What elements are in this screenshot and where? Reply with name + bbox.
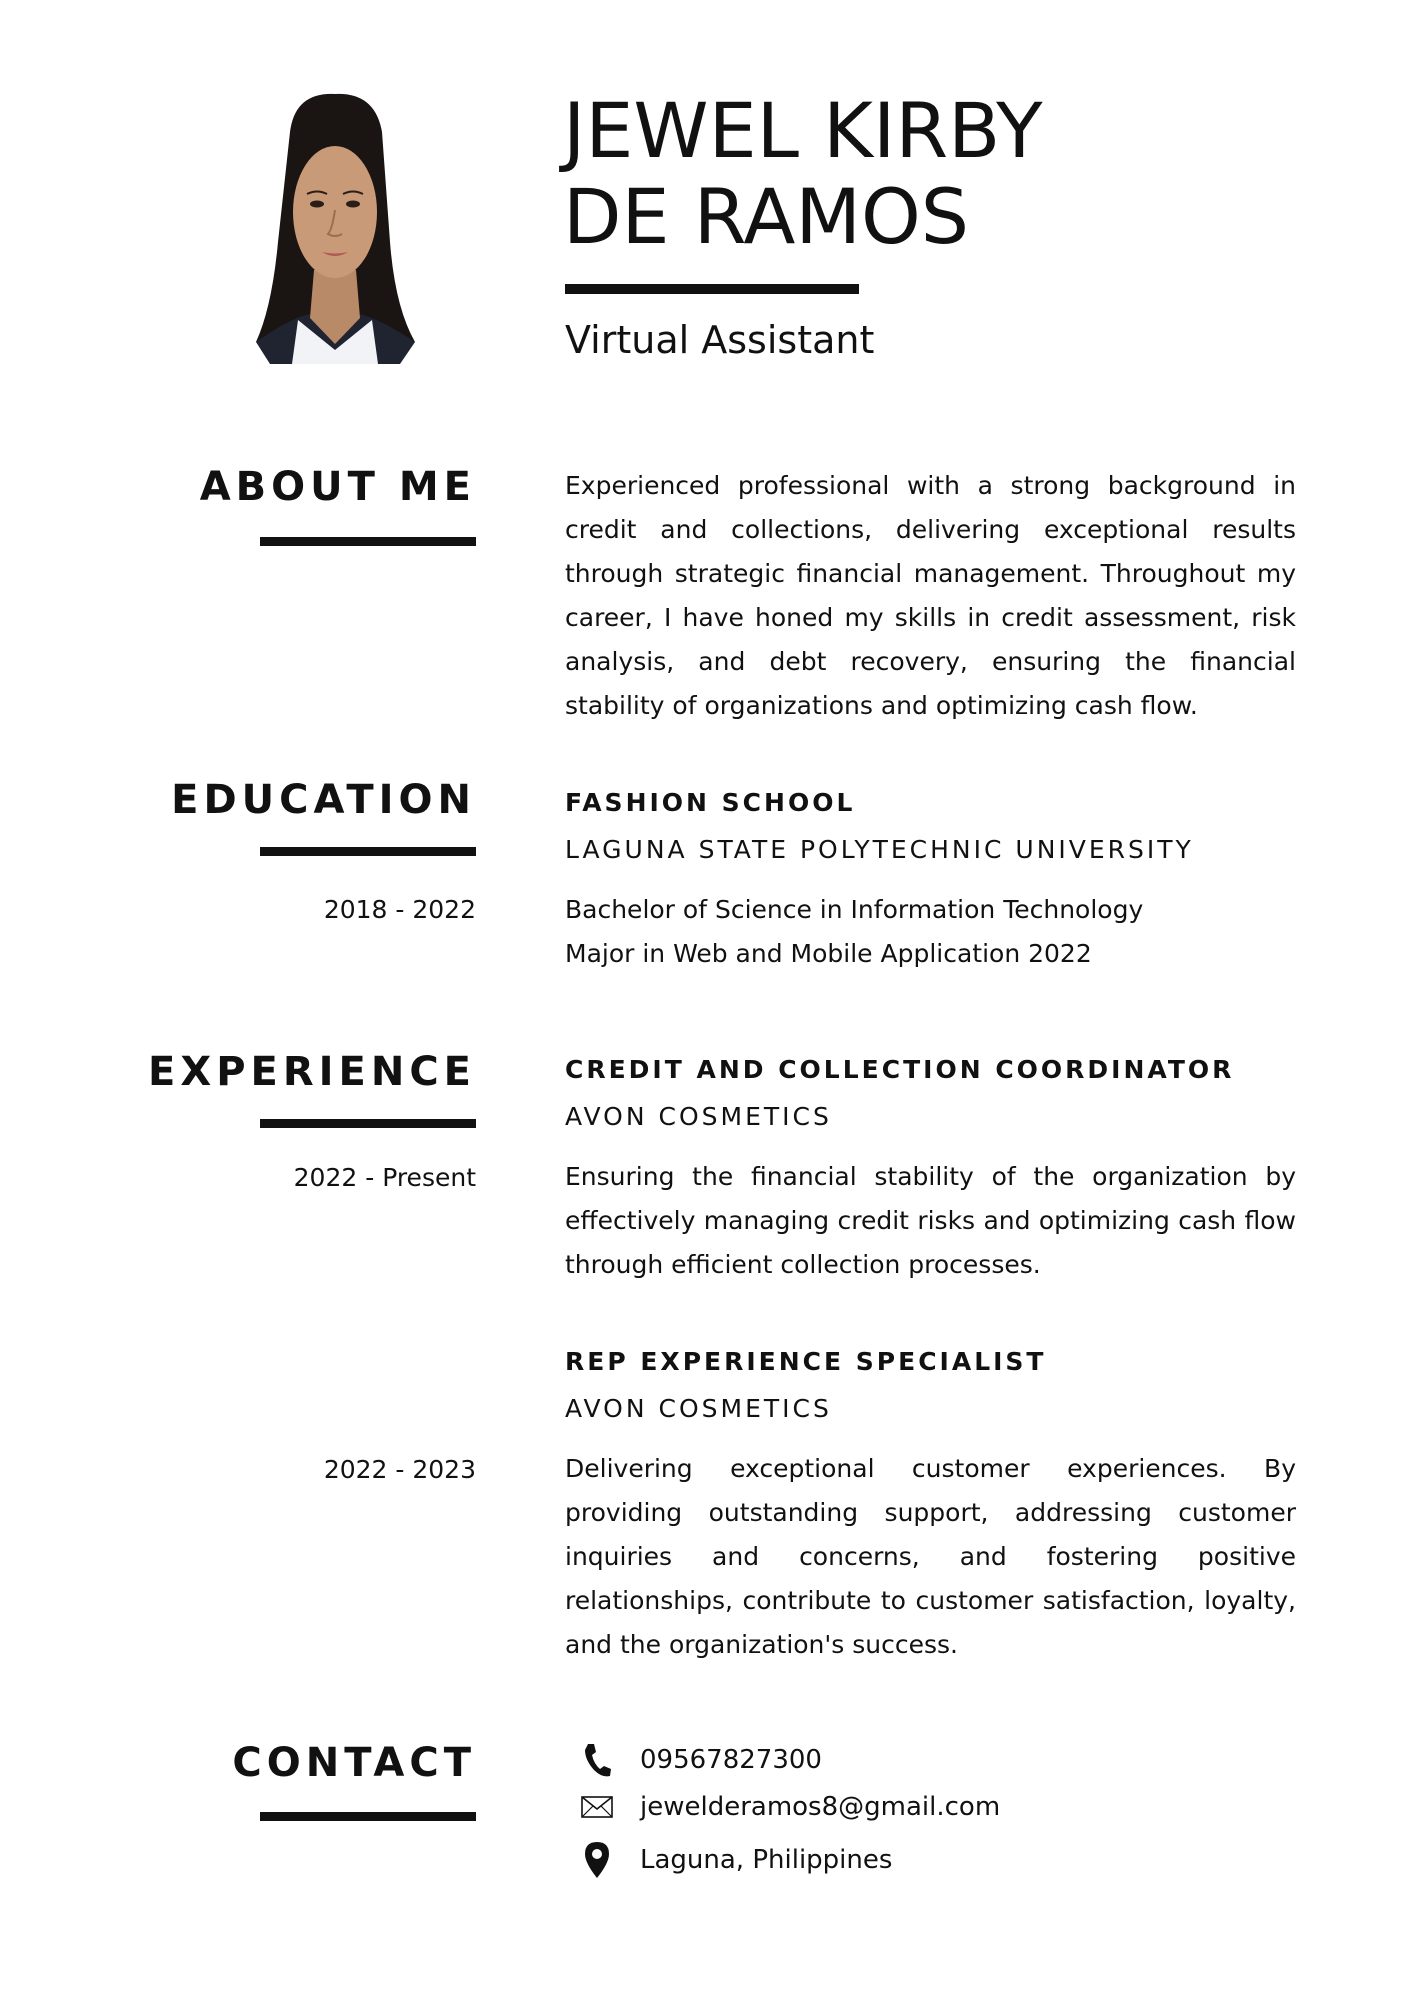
full-name <box>563 88 1323 260</box>
experience-dates-2: 2022 - 2023 <box>323 1455 476 1484</box>
contact-location: Laguna, Philippines <box>640 1845 893 1875</box>
contact-heading: CONTACT <box>232 1740 476 1786</box>
about-heading: ABOUT ME <box>199 464 476 510</box>
name-line-1: JEWEL KIRBY <box>563 86 1043 175</box>
contact-location-row <box>580 1838 892 1882</box>
experience-title-1: CREDIT AND COLLECTION COORDINATOR <box>565 1055 1235 1084</box>
contact-email-row <box>580 1785 1000 1829</box>
education-heading: EDUCATION <box>171 777 476 823</box>
experience-description-2: Delivering exceptional customer experiences. By providing outstanding support, addressing customer inquiries and concerns, and fostering positive relationships, contribute to customer satisfaction, loyalty, and the organization's success. <box>565 1454 1296 1659</box>
about-heading-rule <box>260 537 476 546</box>
location-pin-icon <box>580 1840 614 1880</box>
contact-email[interactable]: jewelderamos8@gmail.com <box>640 1792 1001 1822</box>
experience-heading: EXPERIENCE <box>148 1049 476 1095</box>
education-major: Major in Web and Mobile Application 2022 <box>565 939 1092 968</box>
experience-dates-1: 2022 - Present <box>293 1163 476 1192</box>
experience-title-2: REP EXPERIENCE SPECIALIST <box>565 1347 1047 1376</box>
experience-company-1: AVON COSMETICS <box>565 1102 832 1131</box>
about-text: Experienced professional with a strong background in credit and collections, delivering exceptional results through strategic financial management. Throughout my career, I have honed my skills in credit assessment, risk analysis, and debt recovery, ensuring the financial stability of organizations and optimizing cash flow. <box>565 471 1296 720</box>
experience-description-1: Ensuring the financial stability of the organization by effectively managing credit risks and optimizing cash flow through efficient collection processes. <box>565 1162 1296 1279</box>
experience-company-2: AVON COSMETICS <box>565 1394 832 1423</box>
education-degree: Bachelor of Science in Information Technology <box>565 895 1144 924</box>
name-divider <box>565 284 859 294</box>
experience-heading-rule <box>260 1119 476 1128</box>
phone-icon <box>580 1740 614 1780</box>
name-line-2: DE RAMOS <box>563 172 970 261</box>
education-title: FASHION SCHOOL <box>565 788 856 817</box>
profile-photo <box>250 92 420 364</box>
job-title: Virtual Assistant <box>565 318 875 362</box>
contact-heading-rule <box>260 1812 476 1821</box>
education-dates: 2018 - 2022 <box>323 895 476 924</box>
envelope-icon <box>580 1787 614 1827</box>
education-heading-rule <box>260 847 476 856</box>
contact-phone[interactable]: 09567827300 <box>640 1745 822 1775</box>
contact-phone-row <box>580 1738 822 1782</box>
education-school: LAGUNA STATE POLYTECHNIC UNIVERSITY <box>565 835 1194 864</box>
